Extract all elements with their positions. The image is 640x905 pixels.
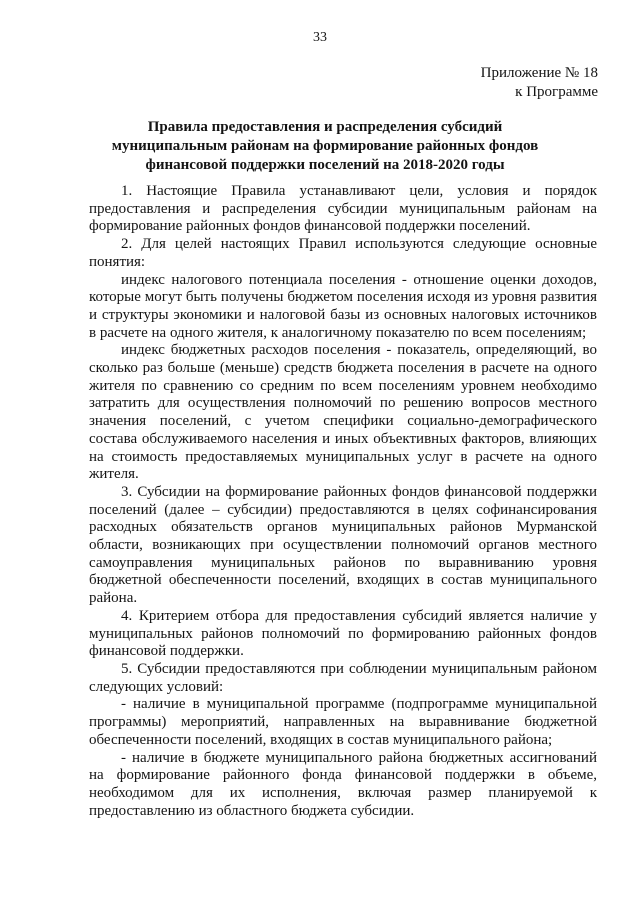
condition-2: - наличие в бюджете муниципального района бюджетных ассигнований на формирование районного фонда финансовой поддержки в объеме, необходимом для их исполнения, включая размер планируемой к предоставлению из областного бюджета субсидии.: [89, 749, 597, 819]
paragraph-3: 3. Субсидии на формирование районных фондов финансовой поддержки поселений (далее – субсидии) предоставляются в целях софинансирования расходных обязательств органов муниципальных районов Мурманской области, возникающих при осуществлении полномочий органов местного самоуправления муниципальных районов по выравниванию уровня бюджетной обеспеченности поселений, входящих в состав муниципального района.: [89, 483, 597, 607]
condition-1: - наличие в муниципальной программе (подпрограмме муниципальной программы) мероприятий, направленных на выравнивание бюджетной обеспеченности поселений, входящих в состав муниципального района;: [89, 696, 597, 748]
annex-line-1: Приложение № 18: [480, 65, 598, 81]
paragraph-2: 2. Для целей настоящих Правил используются следующие основные понятия:: [89, 236, 597, 270]
paragraph-1: 1. Настоящие Правила устанавливают цели, условия и порядок предоставления и распределения субсидии муниципальным районам на формирование районных фондов финансовой поддержки поселений.: [89, 183, 597, 235]
annex-label: [481, 64, 598, 102]
definition-expenditure-index: индекс бюджетных расходов поселения - показатель, определяющий, во сколько раз больше (меньше) средств бюджета поселения в расчете на одного жителя по сравнению со средним по всем поселениям уровнем необходимо затратить для осуществления полномочий по решению вопросов местного значения поселений, с учетом специфики социально-демографического состава обслуживаемого населения и иных объективных факторов, влияющих на стоимость предоставляемых муниципальных услуг в расчете на одного жителя.: [89, 342, 597, 483]
document-title: [60, 118, 590, 175]
annex-line-2: к Программе: [515, 84, 598, 100]
title-line-1: Правила предоставления и распределения субсидий: [147, 119, 503, 135]
paragraph-5: 5. Субсидии предоставляются при соблюдении муниципальным районом следующих условий:: [89, 660, 597, 695]
page-number: 33: [313, 30, 327, 45]
title-line-3: финансовой поддержки поселений на 2018-2020 годы: [145, 157, 505, 173]
paragraph-4: 4. Критерием отбора для предоставления субсидий является наличие у муниципальных районов полномочий по формированию районных фондов финансовой поддержки.: [89, 607, 597, 660]
title-line-2: муниципальным районам на формирование районных фондов: [111, 138, 539, 154]
document-body: [89, 183, 597, 820]
definition-tax-potential: индекс налогового потенциала поселения - отношение оценки доходов, которые могут быть получены бюджетом поселения исходя из уровня развития и структуры экономики и налоговой базы из основных налоговых источников в расчете на одного жителя, к аналогичному показателю по всем поселениям;: [89, 271, 597, 341]
